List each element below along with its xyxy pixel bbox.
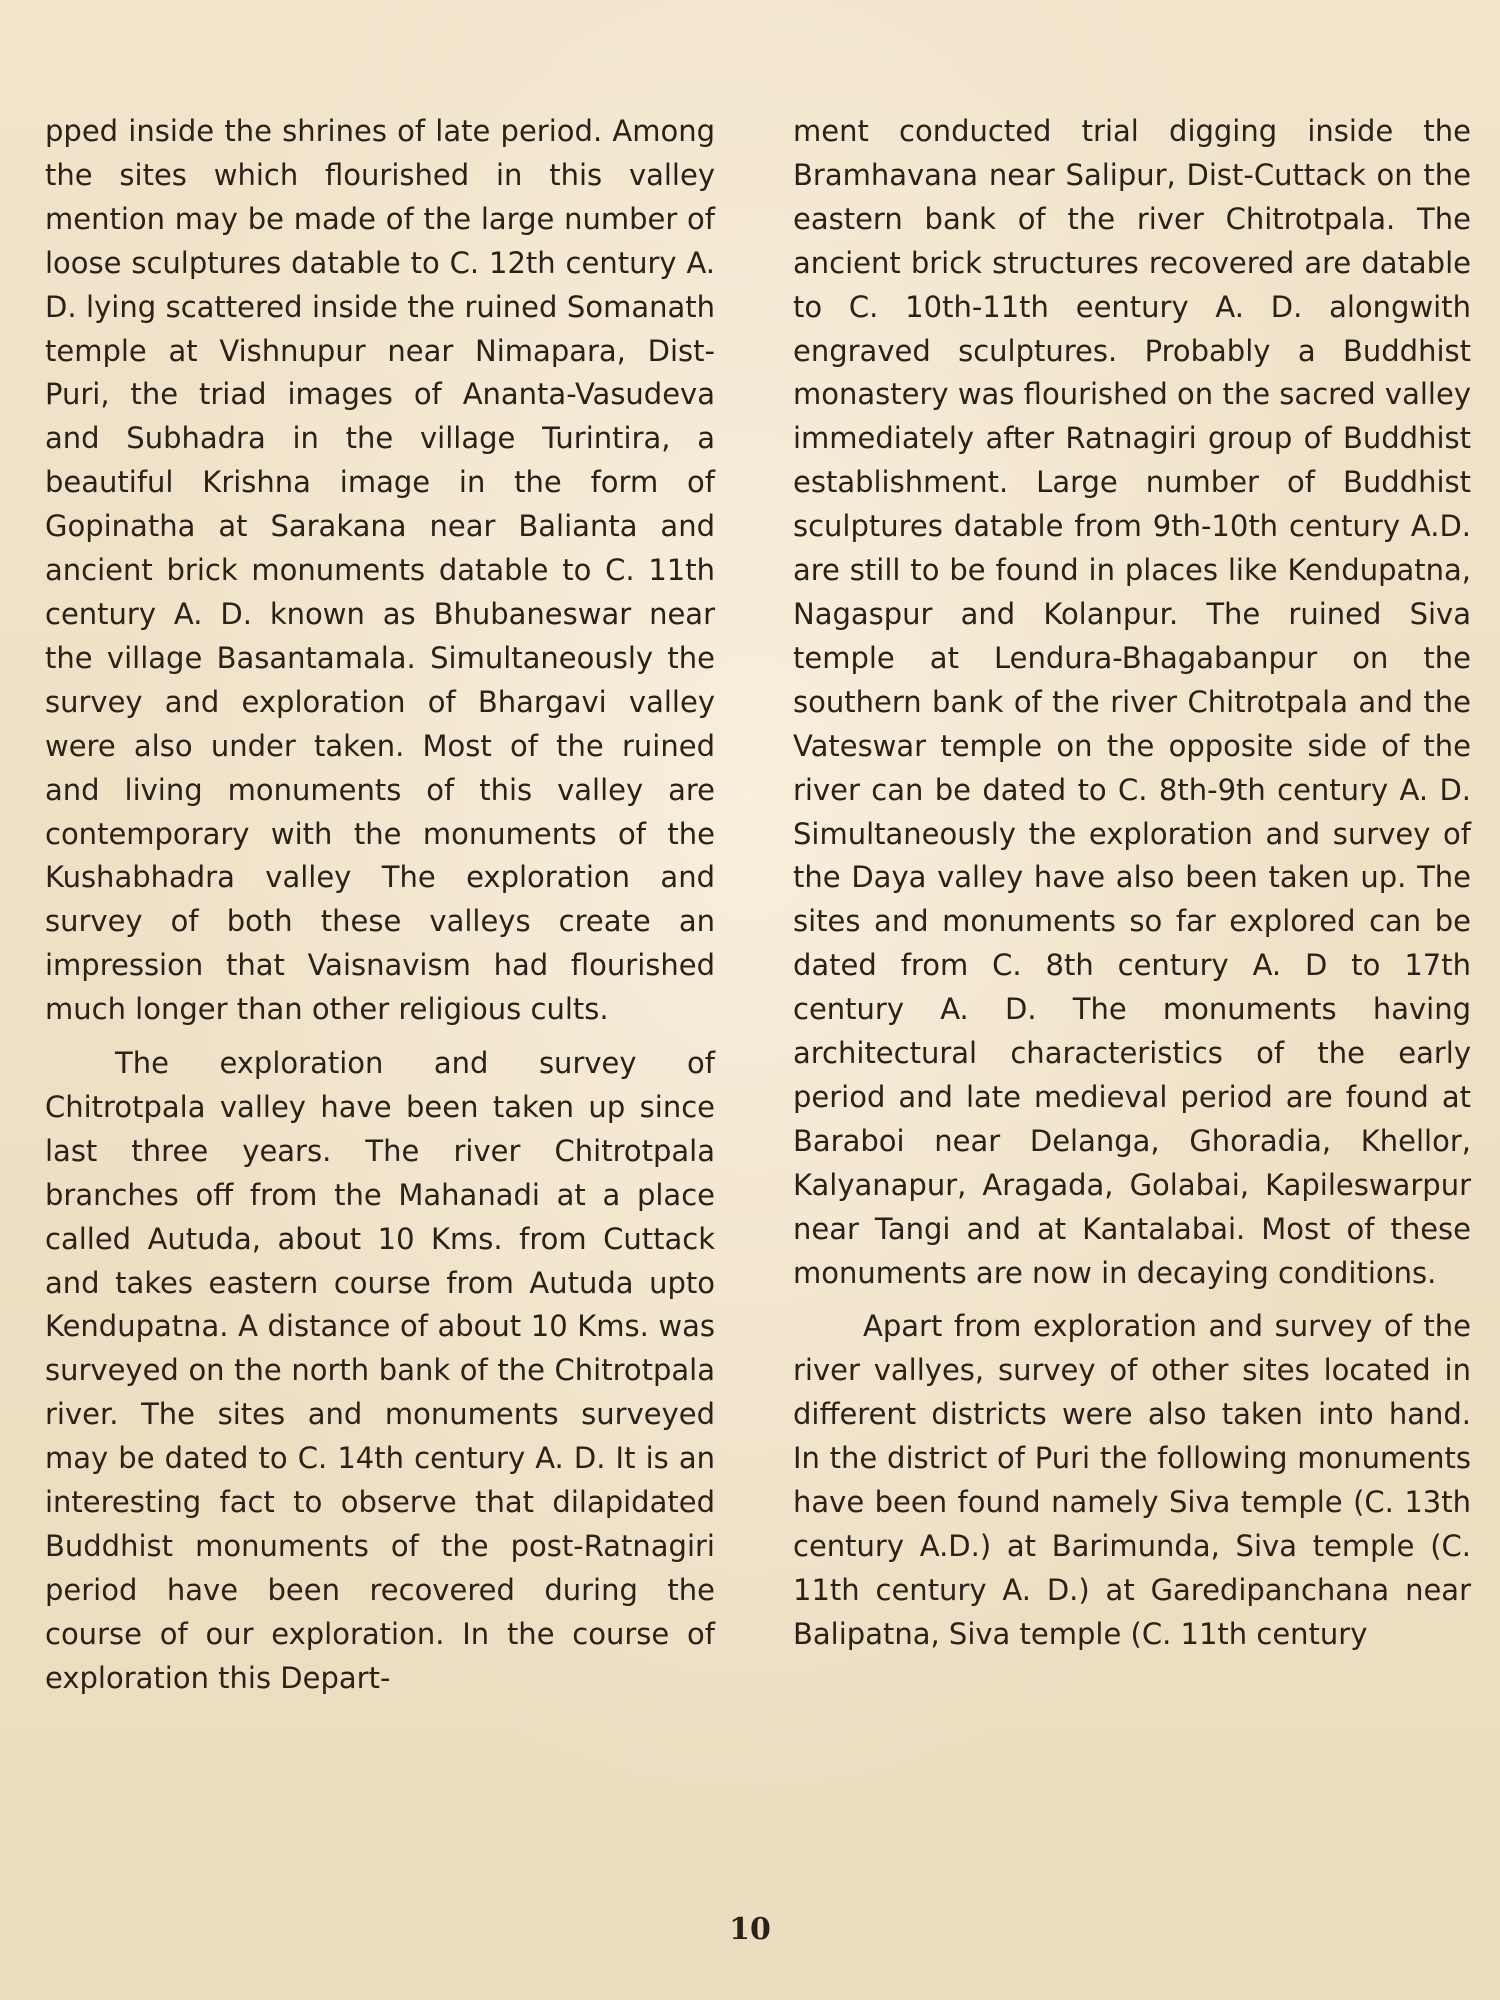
- right-paragraph-2: Apart from exploration and survey of the river vallyes, survey of other sites located in different districts were also taken into hand. In the district of Puri the following monuments have been found namely Siva temple (C. 13th century A.D.) at Barimunda, Siva temple (C. 11th century A. D.) at Garedipanchana near Balipatna, Siva temple (C. 11th century: [793, 1309, 1471, 1651]
- left-paragraph-1: pped inside the shrines of late period. Among the sites which flourished in this valley mention may be made of the large number of loose sculptures datable to C. 12th century A. D. lying scattered inside the ruined Somanath temple at Vishnupur near Nimapara, Dist-Puri, the triad images of Ananta-Vasudeva and Subhadra in the village Turintira, a beautiful Krishna image in the form of Gopinatha at Sarakana near Balianta and ancient brick monuments datable to C. 11th century A. D. known as Bhubaneswar near the village Basantamala. Simultaneously the survey and exploration of Bhargavi valley were also under taken. Most of the ruined and living monuments of this valley are contemporary with the monuments of the Kushabhadra valley The exploration and survey of both these valleys create an impression that Vaisnavism had flourished much longer than other religious cults.: [45, 114, 715, 1027]
- right-paragraph-1: ment conducted trial digging inside the Bramhavana near Salipur, Dist-Cuttack on the eastern bank of the river Chitrotpala. The ancient brick structures recovered are datable to C. 10th-11th eentury A. D. alongwith engraved sculptures. Probably a Buddhist monastery was flourished on the sacred valley immediately after Ratnagiri group of Buddhist establishment. Large number of Buddhist sculptures datable from 9th-10th century A.D. are still to be found in places like Kendupatna, Nagaspur and Kolanpur. The ruined Siva temple at Lendura-Bhagabanpur on the southern bank of the river Chitrotpala and the Vateswar temple on the opposite side of the river can be dated to C. 8th-9th century A. D. Simultaneously the exploration and survey of the Daya valley have also been taken up. The sites and monuments so far explored can be dated from C. 8th century A. D to 17th century A. D. The monuments having architectural characteristics of the early period and late medieval period are found at Baraboi near Delanga, Ghoradia, Khellor, Kalyanapur, Aragada, Golabai, Kapileswarpur near Tangi and at Kantalabai. Most of these monuments are now in decaying conditions.: [793, 114, 1471, 1290]
- left-paragraph-2: The exploration and survey of Chitrotpala valley have been taken up since last three years. The river Chitrotpala branches off from the Mahanadi at a place called Autuda, about 10 Kms. from Cuttack and takes eastern course from Autuda upto Kendupatna. A distance of about 10 Kms. was surveyed on the north bank of the Chitrotpala river. The sites and monuments surveyed may be dated to C. 14th century A. D. It is an interesting fact to observe that dilapidated Buddhist monuments of the post-Ratnagiri period have been recovered during the course of our exploration. In the course of exploration this Depart-: [45, 1046, 715, 1695]
- right-text-column: [793, 110, 1471, 1657]
- page-number: 10: [729, 1912, 771, 1947]
- left-text-column: [45, 110, 715, 1701]
